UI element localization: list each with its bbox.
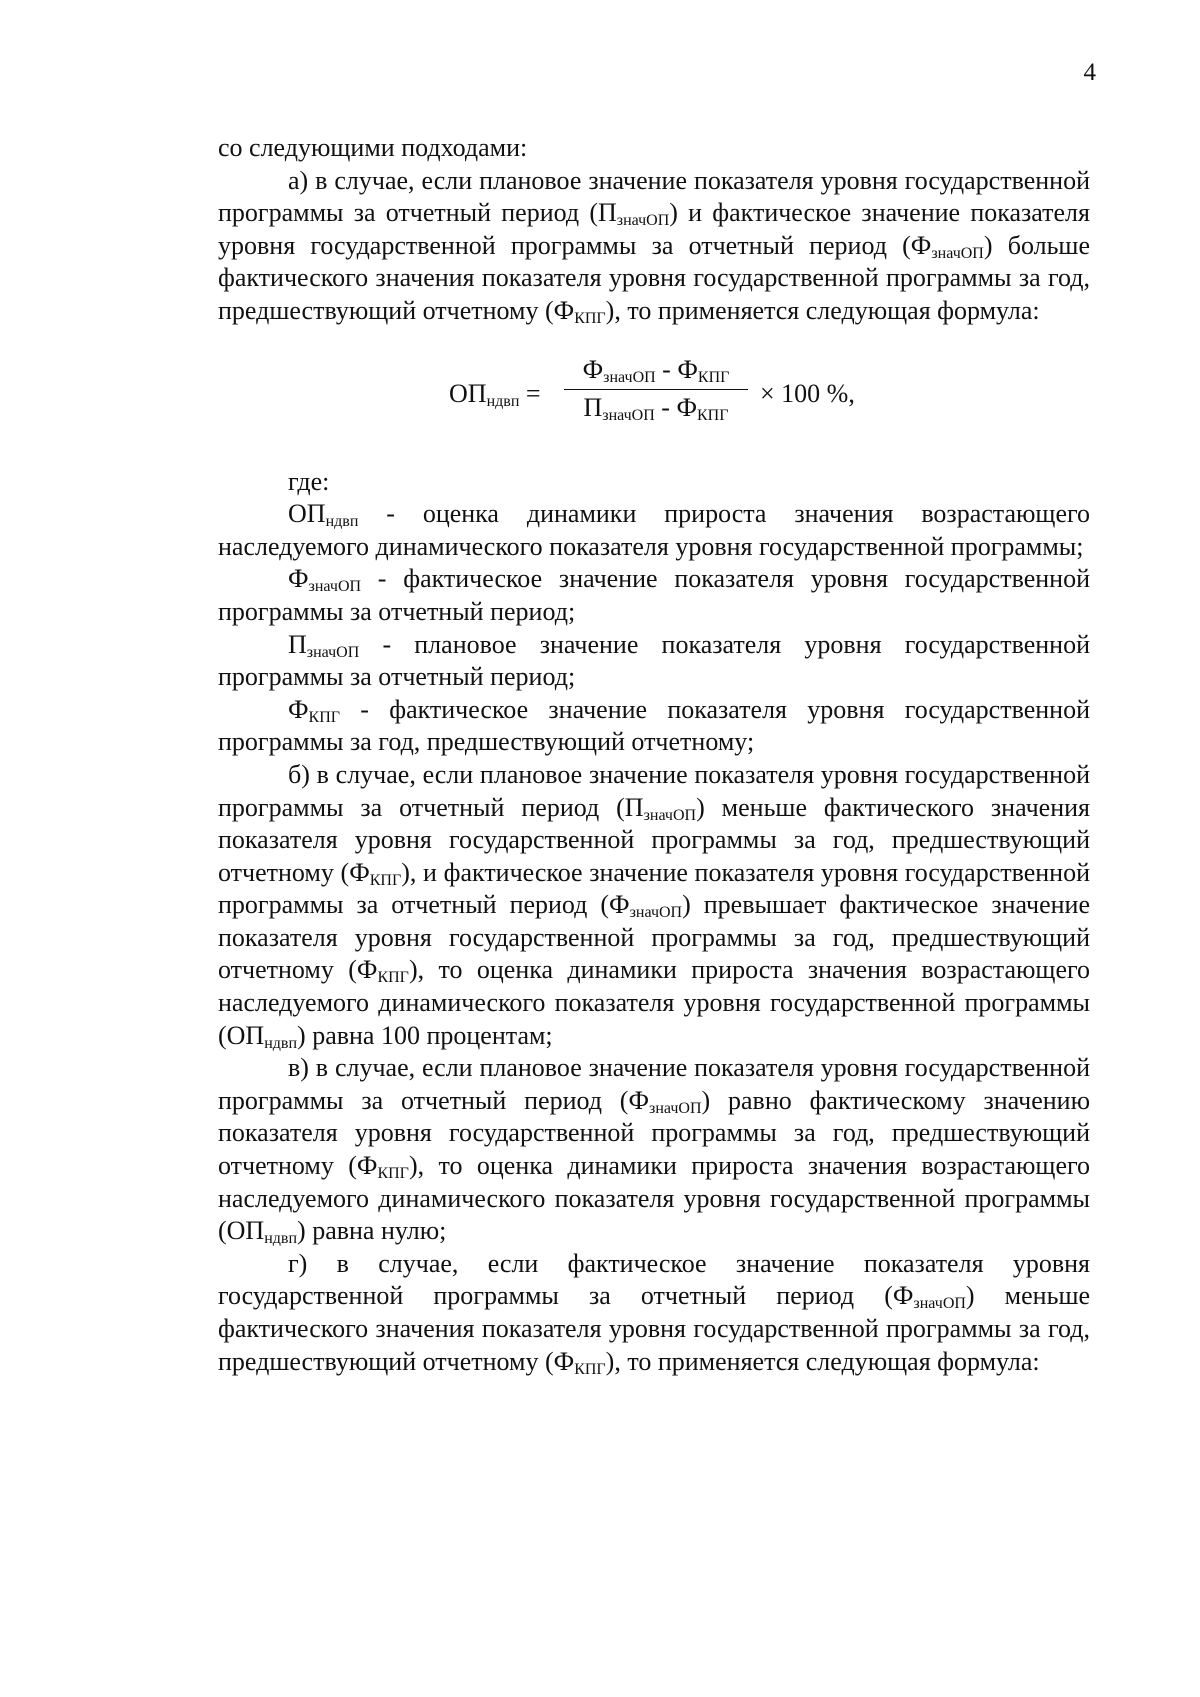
intro-paragraph: со следующими подходами: <box>218 133 528 162</box>
item-v-paragraph: в) в случае, если плановое значение показателя уровня государственной программы за отчетный период $(Ф_{значОП})$ равно фактическому значению показателя уровня государственной программы за год, предшествующий отчетному $(Ф_{КПГ})$, то оценка динамики прироста значения возрастающего наследуемого динамического показателя уровня государственной программы $(ОП_{ндвп})$ равна нулю; <box>218 1053 1091 1248</box>
definition-p-znachop: $П_{значОП}$ - плановое значение показателя уровня государственной программы за отчетный период; <box>218 629 1090 692</box>
item-g-paragraph: г) в случае, если фактическое значение показателя уровня государственной программы за отчетный период $(Ф_{значОП})$ меньше фактического значения показателя уровня государственной программы за год, предшествующий отчетному $(Ф_{КПГ})$, то применяется следующая формула: <box>218 1248 1090 1378</box>
where-label: где: <box>288 466 330 496</box>
formula-numerator: $Ф_{значОП} - Ф_{КПГ}$ <box>582 354 730 386</box>
formula-block <box>218 328 1090 460</box>
formula-rhs: × 100 %, <box>760 378 855 408</box>
formula-lhs: $ОП_{ндвп}$ = <box>449 378 541 410</box>
formula-fraction <box>564 354 748 424</box>
definition-f-kpg: $Ф_{КПГ}$ - фактическое значение показателя уровня государственной программы за год, предшествующий отчетному; <box>218 694 1090 757</box>
item-b-paragraph: б) в случае, если плановое значение показателя уровня государственной программы за отчетный период $(П_{значОП})$ меньше фактического значения показателя уровня государственной программы за год, предшествующий отчетному $(Ф_{КПГ})$, и фактическое значение показателя уровня государственной программы за отчетный период $(Ф_{значОП})$ превышает фактическое значение показателя уровня государственной программы за год, предшествующий отчетному $(Ф_{КПГ})$, то оценка динамики прироста значения возрастающего наследуемого динамического показателя уровня государственной программы $(ОП_{ндвп})$ равна 100 процентам; <box>218 759 1091 1052</box>
item-a-paragraph: а) в случае, если плановое значение показателя уровня государственной программы за отчетный период $(П_{значОП})$ и фактическое значение показателя уровня государственной программы за отчетный период $(Ф_{значОП})$ больше фактического значения показателя уровня государственной программы за год, предшествующий отчетному $(Ф_{КПГ})$, то применяется следующая формула: <box>218 165 1090 327</box>
definition-op-ndvp: $ОП_{ндвп}$ - оценка динамики прироста значения возрастающего наследуемого динамического показателя уровня государственной программы; <box>218 499 1090 561</box>
document-body <box>218 132 1090 1378</box>
page-number: 4 <box>1083 59 1096 86</box>
fraction-bar <box>564 389 748 390</box>
definition-f-znachop: $Ф_{значОП}$ - фактическое значение показателя уровня государственной программы за отчетный период; <box>218 564 1090 626</box>
formula-denominator: $П_{значОП} - Ф_{КПГ}$ <box>583 392 729 424</box>
